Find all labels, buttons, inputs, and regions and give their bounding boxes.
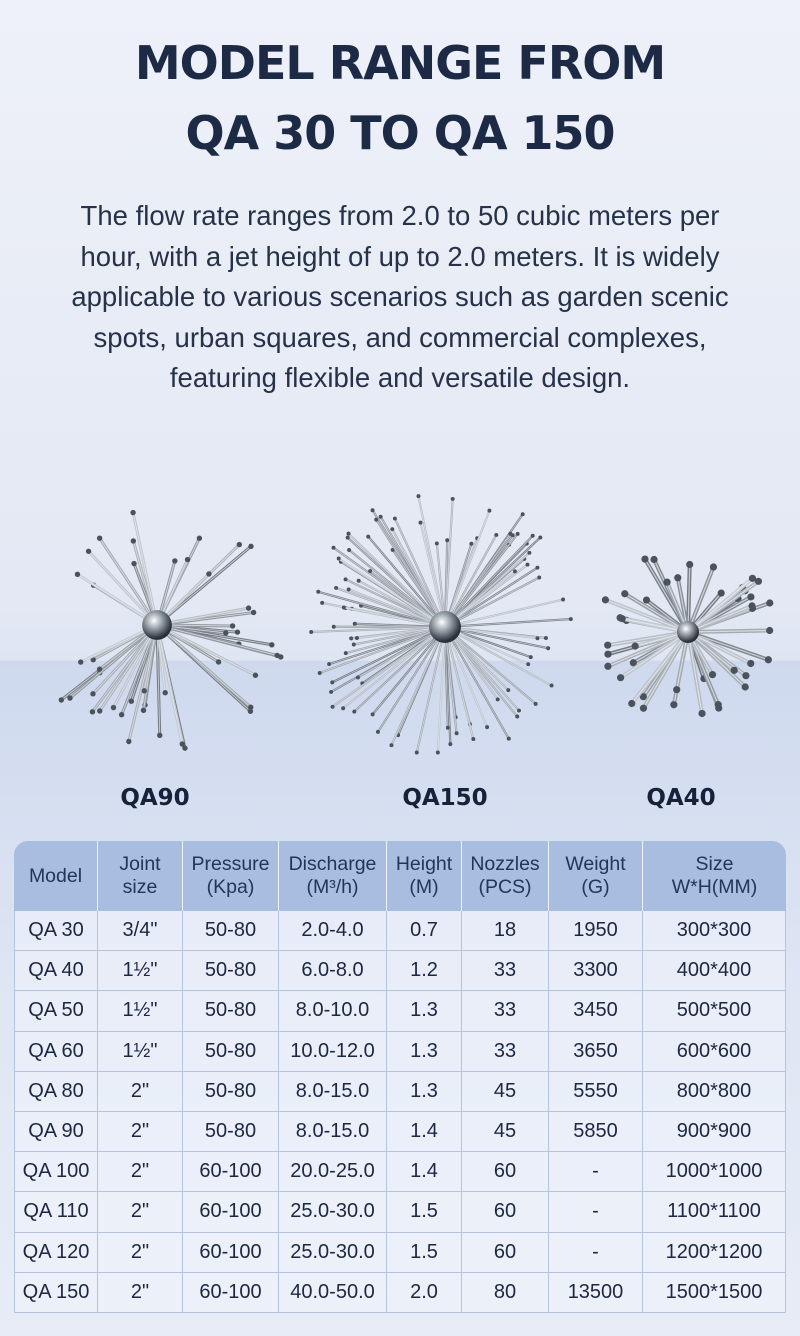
- nozzle-tip: [223, 630, 228, 635]
- table-row: [14, 1112, 786, 1152]
- nozzle-tip: [230, 623, 235, 628]
- nozzle-tip: [130, 510, 135, 515]
- nozzle-tip: [748, 602, 755, 609]
- nozzle-tip: [347, 548, 351, 552]
- nozzle-rod-highlight: [445, 568, 537, 627]
- nozzle-tip: [309, 630, 313, 634]
- nozzle-tip: [157, 733, 162, 738]
- nozzle-tip: [393, 517, 397, 521]
- cell-size: 400*400: [643, 951, 786, 991]
- nozzle-tip: [111, 705, 116, 710]
- fountain-nozzle-qa150-illustration: [300, 482, 590, 772]
- header-nozzles-label-1: Nozzles: [470, 853, 540, 875]
- nozzle-tip: [172, 558, 177, 563]
- header-joint-size-label-2: size: [122, 876, 158, 898]
- cell-size: 600*600: [643, 1032, 786, 1072]
- cell-joint-size: 2": [98, 1072, 183, 1112]
- cell-discharge: 25.0-30.0: [279, 1192, 387, 1232]
- nozzle-tip: [390, 743, 394, 747]
- header-height: [387, 841, 462, 911]
- product-image-qa150: [300, 482, 590, 772]
- nozzle-tip: [742, 683, 749, 690]
- nozzle-tip: [715, 701, 722, 708]
- table-row: [14, 1072, 786, 1112]
- nozzle-tip: [617, 674, 624, 681]
- nozzle-tip: [640, 705, 647, 712]
- cell-size: 1500*1500: [643, 1273, 786, 1313]
- nozzle-tip: [415, 751, 419, 755]
- nozzle-tip: [529, 655, 533, 659]
- cell-joint-size: 2": [98, 1152, 183, 1192]
- nozzle-tip: [602, 596, 609, 603]
- cell-weight: -: [549, 1152, 643, 1192]
- nozzle-tip: [435, 541, 439, 545]
- header-weight-label-1: Weight: [565, 853, 626, 875]
- nozzle-tip: [569, 617, 573, 621]
- header-pressure-label-1: Pressure: [191, 853, 270, 875]
- nozzle-tip: [216, 659, 221, 664]
- cell-height: 1.2: [387, 951, 462, 991]
- cell-size: 1100*1100: [643, 1192, 786, 1232]
- nozzle-tip: [496, 697, 500, 701]
- nozzle-tip: [451, 497, 455, 501]
- product-description: The flow rate ranges from 2.0 to 50 cubic meters per hour, with a jet height of up to 2.0 meters. It is widely applicable to various scenarios such as garden scenic spots, urban squares, and commercial complexes, featuring flexible and versatile design.: [71, 200, 729, 393]
- nozzle-tip: [526, 563, 530, 567]
- nozzle-tip: [356, 675, 360, 679]
- nozzle-tip: [742, 672, 749, 679]
- nozzle-tip: [237, 542, 242, 547]
- nozzle-tip: [352, 710, 356, 714]
- nozzle-tip: [334, 586, 338, 590]
- cell-nozzles: 45: [462, 1112, 549, 1152]
- cell-weight: 1950: [549, 911, 643, 951]
- center-hub: [429, 611, 461, 643]
- nozzle-tip: [471, 737, 475, 741]
- nozzle-tip: [766, 627, 773, 634]
- nozzle-tip: [197, 536, 202, 541]
- nozzle-tip: [710, 563, 717, 570]
- nozzle-tip: [274, 653, 279, 658]
- nozzle-tip: [75, 572, 80, 577]
- header-discharge-label-1: Discharge: [288, 853, 377, 875]
- nozzle-tip: [330, 680, 334, 684]
- cell-pressure: 50-80: [183, 911, 279, 951]
- cell-height: 2.0: [387, 1273, 462, 1313]
- nozzle-tip: [355, 636, 359, 640]
- nozzle-tip: [78, 659, 83, 664]
- header-joint-size-label-1: Joint: [119, 853, 161, 875]
- nozzle-tip: [248, 704, 253, 709]
- nozzle-tip: [269, 642, 274, 647]
- table-row: [14, 1233, 786, 1273]
- product-label-qa40: QA40: [646, 785, 716, 811]
- table-row: [14, 1273, 786, 1313]
- cell-joint-size: 2": [98, 1233, 183, 1273]
- cell-discharge: 8.0-15.0: [279, 1072, 387, 1112]
- nozzle-tip: [747, 593, 754, 600]
- cell-discharge: 8.0-15.0: [279, 1112, 387, 1152]
- cell-size: 1200*1200: [643, 1233, 786, 1273]
- cell-weight: 3300: [549, 951, 643, 991]
- nozzle-tip: [621, 590, 628, 597]
- nozzle-tip: [663, 579, 670, 586]
- cell-height: 0.7: [387, 911, 462, 951]
- nozzle-tip: [376, 730, 380, 734]
- table-row: [14, 991, 786, 1031]
- cell-nozzles: 18: [462, 911, 549, 951]
- nozzle-tip: [673, 686, 680, 693]
- nozzle-tip: [531, 534, 535, 538]
- cell-weight: -: [549, 1192, 643, 1232]
- nozzle-tip: [371, 508, 375, 512]
- nozzle-tip: [487, 509, 491, 513]
- cell-pressure: 50-80: [183, 991, 279, 1031]
- nozzle-tip: [418, 521, 422, 525]
- nozzle-tip: [604, 651, 611, 658]
- nozzle-tip: [327, 662, 331, 666]
- nozzle-tip: [379, 515, 383, 519]
- nozzle-tip: [535, 636, 539, 640]
- nozzle-tip: [731, 667, 738, 674]
- header-pressure: [183, 841, 279, 911]
- nozzle-tip: [347, 532, 351, 536]
- cell-nozzles: 33: [462, 951, 549, 991]
- cell-joint-size: 2": [98, 1192, 183, 1232]
- header-height-label-1: Height: [395, 853, 453, 875]
- cell-height: 1.3: [387, 991, 462, 1031]
- table-row: [14, 1032, 786, 1072]
- nozzle-tip: [368, 569, 372, 573]
- nozzle-tip: [329, 690, 333, 694]
- nozzle-tip: [349, 636, 353, 640]
- table-row: [14, 1152, 786, 1192]
- nozzle-tip: [371, 712, 375, 716]
- cell-weight: 3650: [549, 1032, 643, 1072]
- nozzle-tip: [318, 671, 322, 675]
- nozzle-tip: [650, 556, 657, 563]
- cell-nozzles: 45: [462, 1072, 549, 1112]
- nozzle-rod-highlight: [445, 627, 536, 704]
- nozzle-tip: [709, 671, 716, 678]
- cell-joint-size: 3/4": [98, 911, 183, 951]
- cell-model: QA 150: [14, 1273, 98, 1313]
- cell-discharge: 2.0-4.0: [279, 911, 387, 951]
- cell-model: QA 60: [14, 1032, 98, 1072]
- nozzle-tip: [251, 610, 256, 615]
- nozzle-tip: [718, 589, 725, 596]
- cell-joint-size: 1½": [98, 1032, 183, 1072]
- nozzle-tip: [90, 691, 95, 696]
- cell-height: 1.4: [387, 1112, 462, 1152]
- header-nozzles: [462, 841, 549, 911]
- nozzle-tip: [537, 576, 541, 580]
- cell-nozzles: 60: [462, 1152, 549, 1192]
- nozzle-tip: [235, 629, 240, 634]
- fountain-nozzle-qa90-illustration: [22, 490, 292, 760]
- nozzle-tip: [469, 542, 473, 546]
- cell-size: 500*500: [643, 991, 786, 1031]
- cell-pressure: 60-100: [183, 1233, 279, 1273]
- nozzle-tip: [766, 599, 773, 606]
- cell-weight: 13500: [549, 1273, 643, 1313]
- nozzle-tip: [162, 690, 167, 695]
- cell-model: QA 120: [14, 1233, 98, 1273]
- nozzle-tip: [253, 673, 258, 678]
- cell-size: 300*300: [643, 911, 786, 951]
- nozzle-tip: [67, 695, 72, 700]
- nozzle-tip: [508, 532, 512, 536]
- page-title-line-1: MODEL RANGE FROM: [134, 36, 666, 90]
- nozzle-tip: [515, 715, 519, 719]
- header-model-label: Model: [28, 864, 83, 887]
- cell-weight: -: [549, 1233, 643, 1273]
- cell-discharge: 20.0-25.0: [279, 1152, 387, 1192]
- nozzle-tip: [643, 596, 650, 603]
- nozzle-tip: [526, 662, 530, 666]
- cell-joint-size: 2": [98, 1112, 183, 1152]
- header-weight-label-2: (G): [581, 876, 610, 898]
- nozzle-tip: [86, 549, 91, 554]
- cell-weight: 5550: [549, 1072, 643, 1112]
- table-row: [14, 951, 786, 991]
- product-image-qa90: [22, 490, 292, 760]
- cell-joint-size: 1½": [98, 951, 183, 991]
- cell-joint-size: 2": [98, 1273, 183, 1313]
- product-label-qa90: QA90: [120, 785, 190, 811]
- nozzle-tip: [246, 605, 251, 610]
- nozzle-tip: [604, 663, 611, 670]
- cell-weight: 5850: [549, 1112, 643, 1152]
- nozzle-tip: [550, 684, 554, 688]
- nozzle-tip: [513, 569, 517, 573]
- cell-nozzles: 80: [462, 1273, 549, 1313]
- cell-nozzles: 60: [462, 1233, 549, 1273]
- center-hub: [142, 610, 172, 640]
- nozzle-tip: [641, 555, 648, 562]
- nozzle-tip: [346, 536, 350, 540]
- nozzle-tip: [527, 551, 531, 555]
- model-spec-table: [14, 841, 786, 1313]
- nozzle-tip: [446, 726, 450, 730]
- nozzle-tip: [180, 741, 185, 746]
- header-nozzles-label-2: (PCS): [478, 876, 532, 898]
- nozzle-tip: [126, 739, 131, 744]
- nozzle-tip: [445, 538, 449, 542]
- page-title-line-2: QA 30 TO QA 150: [185, 106, 615, 160]
- nozzle-tip: [455, 731, 459, 735]
- nozzle-tip: [698, 710, 705, 717]
- nozzle-tip: [507, 737, 511, 741]
- nozzle-tip: [632, 643, 639, 650]
- nozzle-tip: [561, 598, 565, 602]
- nozzle-tip: [316, 590, 320, 594]
- nozzle-tip: [320, 601, 324, 605]
- nozzle-tip: [357, 579, 361, 583]
- product-label-qa150: QA150: [402, 785, 488, 811]
- nozzle-tip: [686, 561, 693, 568]
- nozzle-tip: [747, 660, 754, 667]
- nozzle-tip: [674, 574, 681, 581]
- cell-discharge: 25.0-30.0: [279, 1233, 387, 1273]
- header-joint-size: [98, 841, 183, 911]
- cell-model: QA 40: [14, 951, 98, 991]
- nozzle-tip: [344, 651, 348, 655]
- nozzle-tip: [604, 642, 611, 649]
- cell-discharge: 8.0-10.0: [279, 991, 387, 1031]
- nozzle-tip: [494, 533, 498, 537]
- nozzle-tip: [670, 701, 677, 708]
- cell-size: 800*800: [643, 1072, 786, 1112]
- nozzle-tip: [366, 535, 370, 539]
- nozzle-tip: [628, 700, 635, 707]
- nozzle-tip: [97, 666, 102, 671]
- table-row: [14, 1192, 786, 1232]
- nozzle-tip: [506, 688, 510, 692]
- nozzle-tip: [347, 587, 351, 591]
- cell-joint-size: 1½": [98, 991, 183, 1031]
- cell-discharge: 10.0-12.0: [279, 1032, 387, 1072]
- nozzle-tip: [129, 698, 134, 703]
- cell-pressure: 50-80: [183, 1112, 279, 1152]
- nozzle-tip: [337, 557, 341, 561]
- cell-nozzles: 33: [462, 1032, 549, 1072]
- cell-height: 1.3: [387, 1032, 462, 1072]
- nozzle-tip: [341, 706, 345, 710]
- header-height-label-2: (M): [409, 876, 439, 898]
- nozzle-tip: [248, 544, 253, 549]
- cell-height: 1.5: [387, 1192, 462, 1232]
- nozzle-tip: [534, 702, 538, 706]
- cell-nozzles: 60: [462, 1192, 549, 1232]
- header-size-label-1: Size: [695, 853, 734, 875]
- nozzle-tip: [185, 557, 190, 562]
- nozzle-tip: [390, 527, 394, 531]
- nozzle-tip: [342, 606, 346, 610]
- nozzle-tip: [749, 575, 756, 582]
- nozzle-tip: [90, 709, 95, 714]
- header-model: [14, 841, 98, 911]
- nozzle-tip: [619, 615, 626, 622]
- nozzle-tip: [544, 636, 548, 640]
- cell-discharge: 40.0-50.0: [279, 1273, 387, 1313]
- nozzle-tip: [206, 571, 211, 576]
- cell-model: QA 90: [14, 1112, 98, 1152]
- cell-size: 1000*1000: [643, 1152, 786, 1192]
- cell-pressure: 50-80: [183, 1072, 279, 1112]
- nozzle-tip: [59, 697, 64, 702]
- nozzle-tip: [765, 656, 772, 663]
- cell-height: 1.5: [387, 1233, 462, 1273]
- nozzle-tip: [521, 512, 525, 516]
- fountain-nozzle-qa40-illustration: [588, 532, 788, 732]
- cell-height: 1.4: [387, 1152, 462, 1192]
- header-discharge-label-2: (M³/h): [306, 876, 359, 898]
- nozzle-tip: [142, 688, 147, 693]
- nozzle-tip: [353, 622, 357, 626]
- nozzle-tip: [436, 750, 440, 754]
- nozzle-tip: [331, 705, 335, 709]
- product-image-qa40: [588, 532, 788, 732]
- cell-discharge: 6.0-8.0: [279, 951, 387, 991]
- cell-pressure: 50-80: [183, 951, 279, 991]
- table-header-row: [14, 841, 786, 911]
- header-weight: [549, 841, 643, 911]
- nozzle-tip: [332, 625, 336, 629]
- nozzle-tip: [516, 532, 520, 536]
- nozzle-tip: [535, 566, 539, 570]
- nozzle-tip: [97, 708, 102, 713]
- nozzle-tip: [448, 742, 452, 746]
- cell-size: 900*900: [643, 1112, 786, 1152]
- nozzle-tip: [332, 546, 336, 550]
- nozzle-tip: [374, 518, 378, 522]
- header-size: [643, 841, 786, 911]
- cell-pressure: 50-80: [183, 1032, 279, 1072]
- nozzle-tip: [546, 646, 550, 650]
- header-discharge: [279, 841, 387, 911]
- nozzle-tip: [538, 535, 542, 539]
- cell-pressure: 60-100: [183, 1273, 279, 1313]
- nozzle-tip: [131, 561, 136, 566]
- cell-model: QA 80: [14, 1072, 98, 1112]
- cell-nozzles: 33: [462, 991, 549, 1031]
- cell-model: QA 110: [14, 1192, 98, 1232]
- nozzle-tip: [141, 708, 146, 713]
- nozzle-tip: [131, 538, 136, 543]
- header-pressure-label-2: (Kpa): [206, 876, 255, 898]
- cell-model: QA 100: [14, 1152, 98, 1192]
- nozzle-tip: [119, 712, 124, 717]
- cell-weight: 3450: [549, 991, 643, 1031]
- cell-model: QA 30: [14, 911, 98, 951]
- center-hub: [677, 621, 699, 643]
- nozzle-tip: [485, 725, 489, 729]
- nozzle-tip: [344, 577, 348, 581]
- header-size-label-2: W*H(MM): [671, 876, 758, 898]
- table-row: [14, 911, 786, 951]
- cell-height: 1.3: [387, 1072, 462, 1112]
- nozzle-tip: [517, 709, 521, 713]
- nozzle-tip: [97, 535, 102, 540]
- nozzle-tip: [352, 643, 356, 647]
- cell-pressure: 60-100: [183, 1192, 279, 1232]
- nozzle-tip: [416, 494, 420, 498]
- cell-pressure: 60-100: [183, 1152, 279, 1192]
- cell-model: QA 50: [14, 991, 98, 1031]
